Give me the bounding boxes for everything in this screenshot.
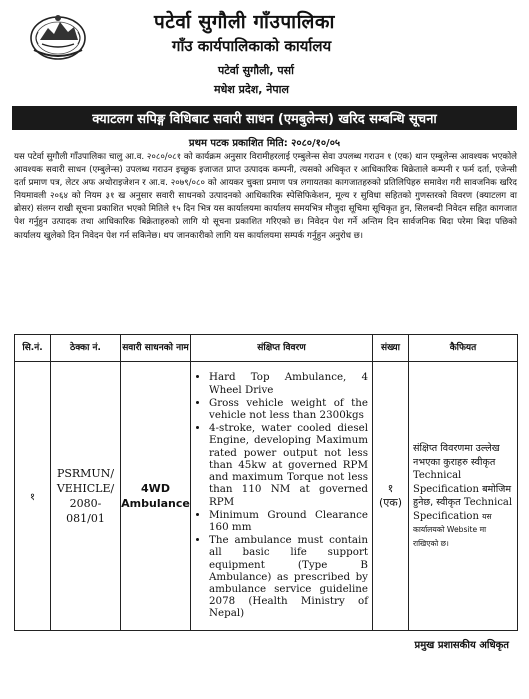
vehicle-name-line: Ambulance: [121, 497, 190, 510]
remark-text: Technical Specification: [413, 470, 479, 495]
description-item: • 4-stroke, water cooled diesel Engine, developing Maximum rated power output not less than 45kw at governed RPM and maximum Torque not less than 110 NM at governed RPM: [209, 422, 368, 507]
description-item: • Hard Top Ambulance, 4 Wheel Drive: [209, 371, 368, 395]
contract-no-line: PSRMUN/: [56, 467, 115, 480]
nepal-emblem-icon: [28, 10, 88, 62]
remark-text: Technical Specification: [413, 497, 513, 522]
quantity-value: १: [387, 482, 394, 495]
description-list: [193, 371, 368, 619]
notice-body: यस पटेर्वा सुगौली गाँउपालिका चालु आ.व. २०८०/०८१ को कार्यक्रम अनुसार विरामीहरलाई एम्बुलेन्स सेवा उपलब्ध गराउन १ (एक) थान एम्बुलेन्स आवश्यक भएकोले आवश्यक सवारी साधन (एम्बुलेन्स) उपलब्ध गराउन इच्छुक इजाजत प्राप्त उत्पादक कम्पनी, त्यसको अधिकृत र आधिकारिक बिक्रेताले कम्पनी र फर्म दर्ता, एजेन्सी दर्ता प्रमाण पत्र, लेटर अफ अथोराइजेशन र आ.व. २०७९/०८० को आयकर चुक्ता प्रमाण पत्र लगायतका कागजातहरुको प्रतिलिपिहरु समावेश गरी सावजनिक खरिद नियमावली २०६४ को नियम ३१ ख अनुसार सवारी साधनको उत्पादनको आधिकारिक स्पेसिफिकेशन, मूल्य र सुविधा सहितको गुणस्तरको विवरण (क्याटलग वा ब्रोसर) संलग्न राखी सूचना प्रकाशित भएको मितिले १५ दिन भित्र यस कार्यालयमा कार्यालय समयभित्र मौजुदा सूचिमा सूचिकृत हुन, सिलबन्दी निवेदन सहित कागजात पेश गर्नुहुन उत्पादक तथा आधिकारिक बिक्रेताहरुको लागि यो सूचना प्रकाशित गरिएको छ। निवेदन पेश गर्ने अन्तिम दिन सार्वजनिक बिदा परेमा बिदा पछिको कार्यालय खुलेको दिन निवेदन पेश गर्न सकिनेछ। थप जानकारीको लागि यस कार्यालयमा सम्पर्क गर्नुहुन अनुरोध छ।: [14, 152, 517, 241]
cell-sn: १: [15, 362, 51, 631]
contract-no-line: 2080-081/01: [66, 497, 105, 525]
contract-no-line: VEHICLE/: [56, 482, 115, 495]
description-item: • The ambulance must contain all basic life support equipment (Type B Ambulance) as prescribed by ambulance service guideline 2078 (Health Ministry of Nepal): [209, 534, 368, 619]
cell-remark: [409, 362, 518, 631]
header-quantity: संख्या: [373, 335, 409, 362]
office-province: मधेश प्रदेश, नेपाल: [214, 83, 289, 96]
description-item: • Minimum Ground Clearance 160 mm: [209, 509, 368, 533]
items-table: [14, 334, 518, 631]
publication-date: प्रथम पटक प्रकाशित मिति: २०८०/१०/०५: [188, 138, 341, 149]
table-header-row: [15, 335, 518, 362]
signatory-title: प्रमुख प्रशासकीय अधिकृत: [414, 640, 509, 651]
remark-text: संक्षिप्त विवरणमा उल्लेख नभएका कुराहरु स्वीकृत: [413, 443, 500, 468]
header-contract-no: ठेक्का नं.: [51, 335, 121, 362]
remark-text: यस कार्यालयको Website मा राखिएको छ।: [413, 511, 492, 548]
office-address: पटेर्वा सुगौली, पर्सा: [218, 64, 294, 77]
header-description: संक्षिप्त विवरण: [191, 335, 373, 362]
office-name: पटेर्वा सुगौली गाँउपालिका: [154, 11, 335, 33]
header-sn: सि.नं.: [15, 335, 51, 362]
header: [4, 0, 525, 104]
header-remark: कैफियत: [409, 335, 518, 362]
vehicle-name-line: 4WD: [141, 482, 170, 495]
description-item: • Gross vehicle weight of the vehicle not less than 2300kgs: [209, 397, 368, 421]
header-vehicle-name: सवारी साधनको नाम: [121, 335, 191, 362]
remark-text: बमोजिम हुनेछ, स्वीकृत: [413, 483, 512, 508]
office-subtitle: गाँउ कार्यपालिकाको कार्यालय: [172, 37, 332, 55]
notice-title-banner: क्याटलग सपिङ्ग विधिबाट सवारी साधन (एमबुलेन्स) खरिद सम्बन्धि सूचना: [12, 106, 517, 130]
table-row: [15, 362, 518, 631]
quantity-words: (एक): [378, 496, 403, 509]
cell-vehicle-name: [121, 362, 191, 631]
cell-quantity: [373, 362, 409, 631]
cell-description: [191, 362, 373, 631]
cell-contract-no: [51, 362, 121, 631]
